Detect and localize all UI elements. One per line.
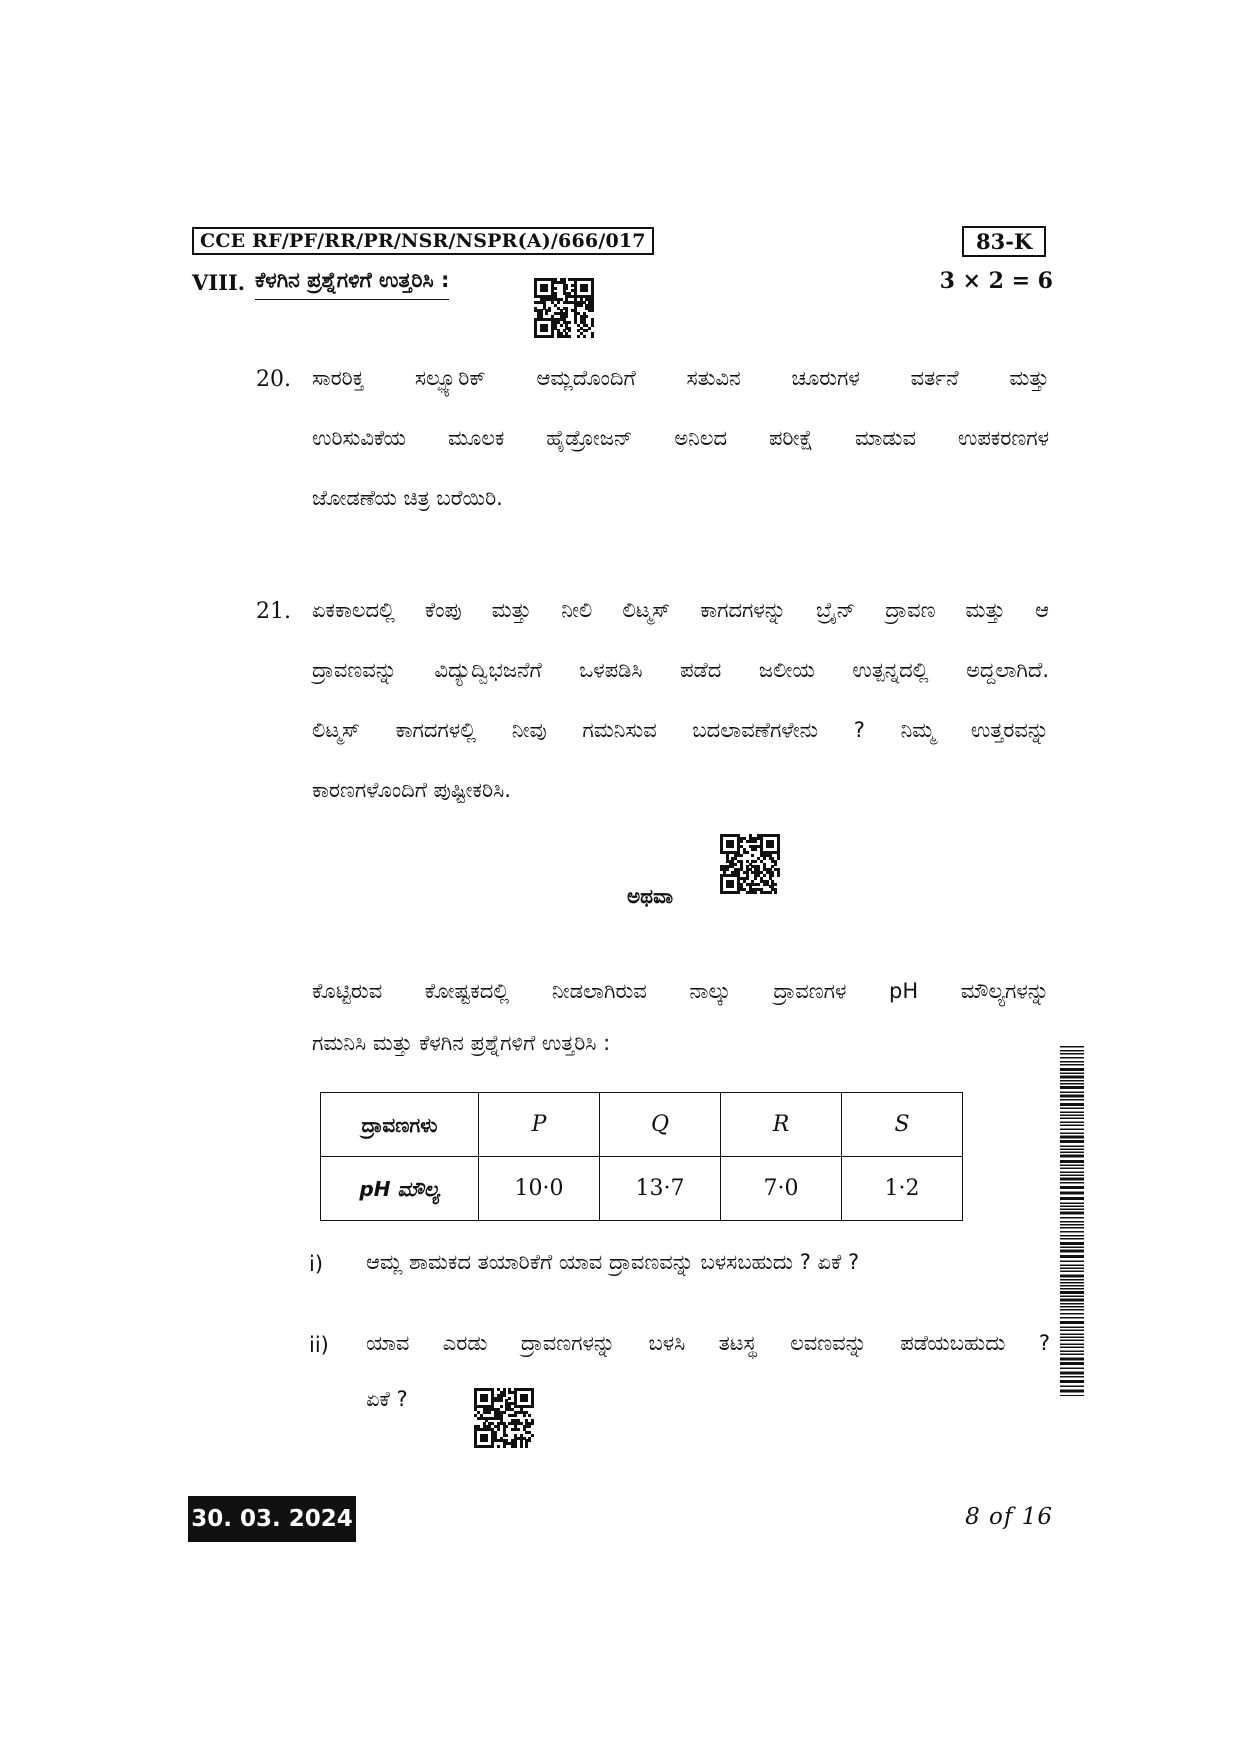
table-row (321, 1157, 963, 1221)
question-21-line-2: ದ್ರಾವಣವನ್ನು ವಿದ್ಯುದ್ವಿಭಜನೆಗೆ ಒಳಪಡಿಸಿ ಪಡೆದ ಜಲೀಯ ಉತ್ಪನ್ನದಲ್ಲಿ ಅದ್ದಲಾಗಿದೆ. (312, 658, 1049, 682)
section-number: VIII. (192, 270, 246, 295)
section-instruction: ಕೆಳಗಿನ ಪ್ರಶ್ನೆಗಳಿಗೆ ಉತ್ತರಿಸಿ : (255, 268, 449, 300)
sub-question-2-cont: ಏಕೆ ? (366, 1387, 408, 1411)
table-cell-solution: P (479, 1093, 600, 1157)
qr-code-icon (720, 834, 780, 894)
question-21-line-3: ಲಿಟ್ಮಸ್ ಕಾಗದಗಳಲ್ಲಿ ನೀವು ಗಮನಿಸುವ ಬದಲಾವಣೆಗಳೇನು ? ನಿಮ್ಮ ಉತ್ತರವನ್ನು (312, 718, 1049, 742)
qr-code-icon (474, 1388, 534, 1448)
alt-question-line-2: ಗಮನಿಸಿ ಮತ್ತು ಕೆಳಗಿನ ಪ್ರಶ್ನೆಗಳಿಗೆ ಉತ್ತರಿಸಿ : (312, 1031, 611, 1055)
sub-question-1-number: i) (309, 1252, 324, 1276)
question-20-line-3: ಜೋಡಣೆಯ ಚಿತ್ರ ಬರೆಯಿರಿ. (312, 486, 503, 510)
table-cell-ph: 10·0 (479, 1157, 600, 1221)
qr-code-icon (534, 278, 594, 338)
table-cell-solution: R (721, 1093, 842, 1157)
barcode-icon (1060, 1046, 1084, 1396)
table-header-solutions: ದ್ರಾವಣಗಳು (321, 1093, 479, 1157)
sub-question-2-text: ಯಾವ ಎರಡು ದ್ರಾವಣಗಳನ್ನು ಬಳಸಿ ತಟಸ್ಥ ಲವಣವನ್ನು ಪಡೆಯಬಹುದು ? (366, 1331, 1050, 1355)
table-row (321, 1093, 963, 1157)
question-21-line-4: ಕಾರಣಗಳೊಂದಿಗೆ ಪುಷ್ಟೀಕರಿಸಿ. (312, 778, 511, 802)
alt-question-line-1: ಕೊಟ್ಟಿರುವ ಕೋಷ್ಟಕದಲ್ಲಿ ನೀಡಲಾಗಿರುವ ನಾಲ್ಕು ದ್ರಾವಣಗಳ pH ಮೌಲ್ಯಗಳನ್ನು (312, 979, 1049, 1003)
paper-code: CCE RF/PF/RR/PR/NSR/NSPR(A)/666/017 (192, 227, 654, 255)
subject-code: 83-K (962, 226, 1046, 257)
table-cell-ph: 13·7 (600, 1157, 721, 1221)
question-20-line-1: ಸಾರರಿಕ್ತ ಸಲ್ಫ್ಯೂರಿಕ್ ಆಮ್ಲದೊಂದಿಗೆ ಸತುವಿನ ಚೂರುಗಳ ವರ್ತನೆ ಮತ್ತು (312, 366, 1049, 390)
exam-date: 30. 03. 2024 (188, 1496, 356, 1542)
table-header-ph: pH ಮೌಲ್ಯ (321, 1157, 479, 1221)
question-21-number: 21. (256, 599, 291, 624)
section-marks: 3 × 2 = 6 (939, 268, 1053, 294)
question-20-line-2: ಉರಿಸುವಿಕೆಯ ಮೂಲಕ ಹೈಡ್ರೋಜನ್ ಅನಿಲದ ಪರೀಕ್ಷೆ ಮಾಡುವ ಉಪಕರಣಗಳ (312, 426, 1049, 450)
table-cell-ph: 7·0 (721, 1157, 842, 1221)
ph-values-table (320, 1092, 963, 1221)
or-label: ಅಥವಾ (627, 884, 673, 908)
question-21-line-1: ಏಕಕಾಲದಲ್ಲಿ ಕೆಂಪು ಮತ್ತು ನೀಲಿ ಲಿಟ್ಮಸ್ ಕಾಗದಗಳನ್ನು ಬ್ರೈನ್ ದ್ರಾವಣ ಮತ್ತು ಆ (312, 598, 1049, 622)
table-cell-solution: Q (600, 1093, 721, 1157)
page-number: 8 of 16 (965, 1504, 1053, 1530)
question-20-number: 20. (256, 367, 291, 392)
table-cell-ph: 1·2 (842, 1157, 963, 1221)
sub-question-2-number: ii) (309, 1333, 329, 1357)
sub-question-1-text: ಆಮ್ಲ ಶಾಮಕದ ತಯಾರಿಕೆಗೆ ಯಾವ ದ್ರಾವಣವನ್ನು ಬಳಸಬಹುದು ? ಏಕೆ ? (366, 1250, 860, 1274)
table-cell-solution: S (842, 1093, 963, 1157)
